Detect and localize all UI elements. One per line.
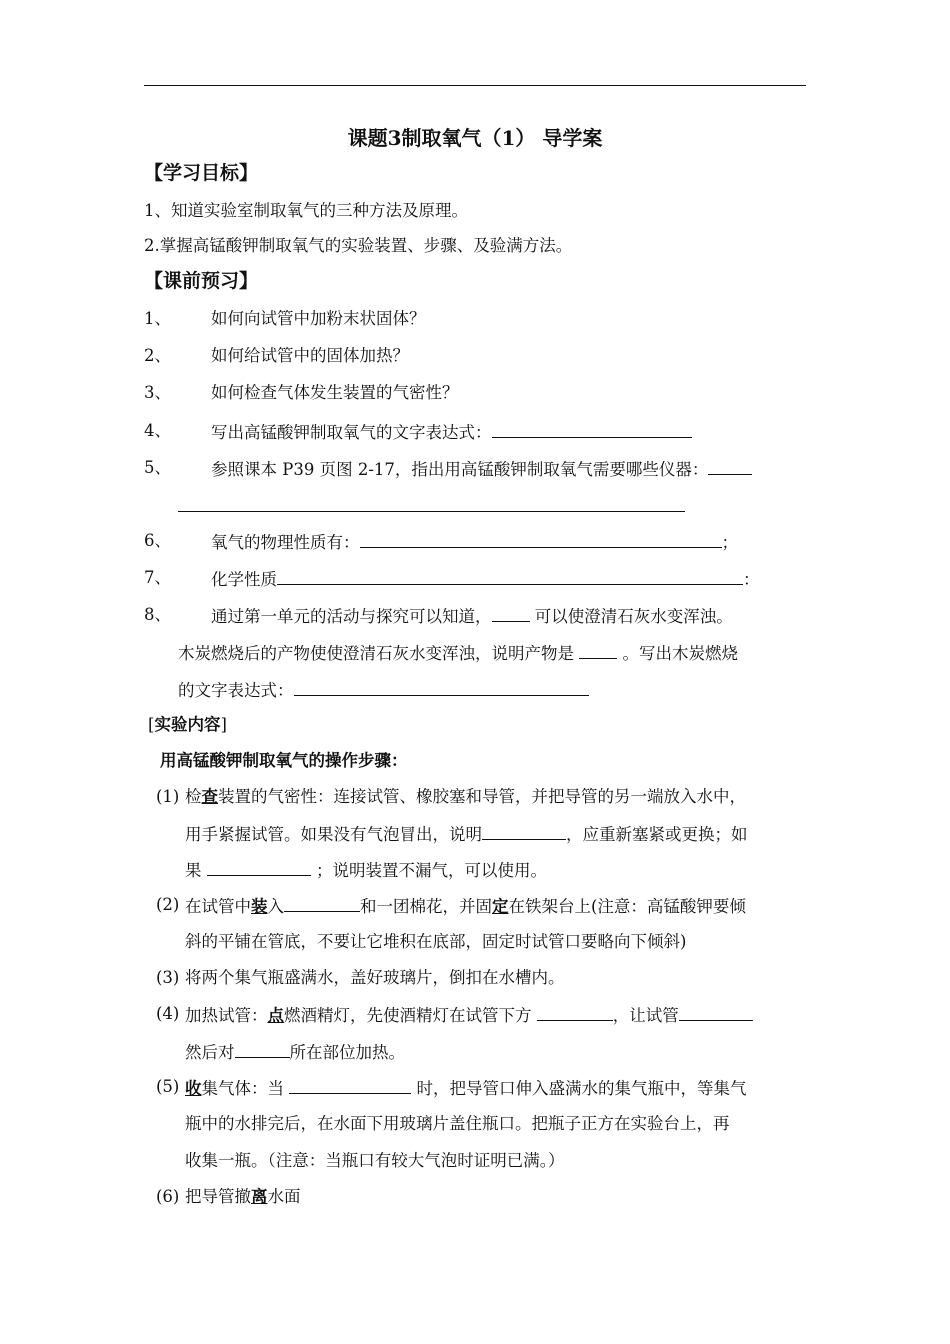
- key-word: 离: [251, 1187, 268, 1206]
- step-text: 集气体：当: [201, 1079, 290, 1098]
- step-number: (5): [156, 1077, 180, 1096]
- key-word: 装: [251, 897, 268, 916]
- step-text: 在铁架台上(注意：高锰酸钾要倾: [508, 897, 746, 916]
- step-line: [185, 858, 547, 882]
- step-text: 装置的气密性：连接试管、橡胶塞和导管，并把导管的另一端放入水中，: [218, 787, 746, 806]
- question-line: [211, 420, 692, 444]
- header-rule: [144, 85, 806, 86]
- key-word: 定: [492, 897, 509, 916]
- step-text: 用手紧握试管。如果没有气泡冒出，说明: [185, 825, 482, 844]
- step-line: [185, 894, 746, 918]
- question-number: 6、: [144, 531, 171, 550]
- step-text: 收集一瓶。（注意：当瓶口有较大气泡时证明已满。）: [185, 1151, 565, 1170]
- step-line: [185, 822, 748, 846]
- question-text: 氧气的物理性质有：: [211, 533, 360, 552]
- step-line: [185, 1186, 301, 1208]
- question-text: 如何检查气体发生装置的气密性？: [211, 383, 459, 402]
- answer-blank[interactable]: [492, 420, 692, 438]
- question-number: 1、: [144, 309, 171, 328]
- key-word: 点: [267, 1006, 284, 1025]
- step-text: 加热试管：: [185, 1006, 268, 1025]
- page-title: 课题3制取氧气（1） 导学案: [347, 126, 603, 150]
- step-number: (4): [156, 1004, 180, 1023]
- question-text: 通过第一单元的活动与探究可以知道，: [211, 607, 492, 626]
- answer-blank[interactable]: [289, 1076, 411, 1094]
- question-line: [178, 678, 589, 702]
- punctuation: ；: [721, 533, 738, 552]
- question-number: 8、: [144, 605, 171, 624]
- question-line: [178, 494, 685, 518]
- step-line: [185, 1003, 753, 1027]
- step-line: [185, 1076, 747, 1100]
- question-line: [211, 457, 752, 481]
- question-text: 可以使澄清石灰水变浑浊。: [529, 607, 733, 626]
- step-text: ，让试管: [612, 1006, 679, 1025]
- step-text: 把导管撤: [185, 1187, 251, 1206]
- answer-blank[interactable]: [360, 530, 722, 548]
- objective-item-2: 2.掌握高锰酸钾制取氧气的实验装置、步骤、及验满方法。: [144, 236, 573, 255]
- step-line: [185, 786, 746, 808]
- question-text: 如何向试管中加粉末状固体？: [211, 309, 426, 328]
- heading-text: 实验内容: [154, 715, 221, 734]
- experiment-subheading: 用高锰酸钾制取氧气的操作步骤：: [160, 751, 408, 770]
- question-text: 写出高锰酸钾制取氧气的文字表达式：: [211, 423, 492, 442]
- answer-blank[interactable]: [482, 822, 566, 840]
- key-word: 查: [201, 787, 218, 806]
- step-text: 检: [185, 787, 202, 806]
- answer-blank[interactable]: [537, 1003, 613, 1021]
- question-line: [211, 567, 760, 591]
- step-text: 和一团棉花，并固: [360, 897, 492, 916]
- question-number: 4、: [144, 421, 171, 440]
- step-text: 所在部位加热。: [289, 1043, 405, 1062]
- bracket: ]: [220, 715, 227, 734]
- step-number: (1): [156, 787, 180, 806]
- step-line: [185, 1040, 405, 1064]
- answer-blank[interactable]: [708, 457, 752, 475]
- question-number: 2、: [144, 346, 171, 365]
- step-number: (6): [156, 1187, 180, 1206]
- answer-blank[interactable]: [235, 1040, 290, 1058]
- experiment-heading: [148, 714, 227, 736]
- step-text: ；说明装置不漏气，可以使用。: [310, 861, 547, 880]
- step-text: 瓶中的水排完后，在水面下用玻璃片盖住瓶口。把瓶子正方在实验台上，再: [185, 1114, 730, 1133]
- question-text: 化学性质: [211, 570, 277, 589]
- question-text: 木炭燃烧后的产物使使澄清石灰水变浑浊，说明产物是: [178, 644, 580, 663]
- answer-blank[interactable]: [178, 494, 685, 512]
- answer-blank[interactable]: [207, 858, 311, 876]
- answer-blank[interactable]: [277, 567, 743, 585]
- answer-blank[interactable]: [579, 641, 617, 659]
- punctuation: ：: [743, 570, 760, 589]
- step-text: 果: [185, 861, 207, 880]
- objectives-heading: 【学习目标】: [144, 162, 259, 184]
- step-line: 斜的平铺在管底，不要让它堆积在底部，固定时试管口要略向下倾斜): [185, 932, 687, 951]
- step-text: 然后对: [185, 1043, 235, 1062]
- step-number: (2): [156, 895, 180, 914]
- step-text: 时，把导管口伸入盛满水的集气瓶中，等集气: [411, 1079, 747, 1098]
- preview-heading: 【课前预习】: [144, 270, 259, 292]
- key-word: 收: [185, 1079, 202, 1098]
- question-line: [211, 530, 738, 554]
- question-text: 。写出木炭燃烧: [617, 644, 738, 663]
- answer-blank[interactable]: [492, 604, 530, 622]
- question-number: 7、: [144, 568, 171, 587]
- question-number: 3、: [144, 383, 171, 402]
- step-text: 燃酒精灯，先使酒精灯在试管下方: [284, 1006, 537, 1025]
- step-number: (3): [156, 968, 180, 987]
- step-text: ，应重新塞紧或更换；如: [566, 825, 748, 844]
- question-text: 的文字表达式：: [178, 681, 294, 700]
- objective-item-1: 1、知道实验室制取氧气的三种方法及原理。: [144, 201, 468, 220]
- step-text: 在试管中: [185, 897, 251, 916]
- answer-blank[interactable]: [284, 894, 360, 912]
- question-number: 5、: [144, 458, 171, 477]
- question-text: 参照课本 P39 页图 2-17，指出用高锰酸钾制取氧气需要哪些仪器：: [211, 460, 709, 479]
- question-text: 如何给试管中的固体加热？: [211, 346, 409, 365]
- question-line: [178, 641, 738, 665]
- step-text: 入: [267, 897, 284, 916]
- answer-blank[interactable]: [294, 678, 589, 696]
- step-text: 水面: [267, 1187, 301, 1206]
- answer-blank[interactable]: [679, 1003, 753, 1021]
- question-line: [211, 604, 733, 628]
- bracket: [: [148, 715, 155, 734]
- step-text: 将两个集气瓶盛满水，盖好玻璃片，倒扣在水槽内。: [185, 968, 565, 987]
